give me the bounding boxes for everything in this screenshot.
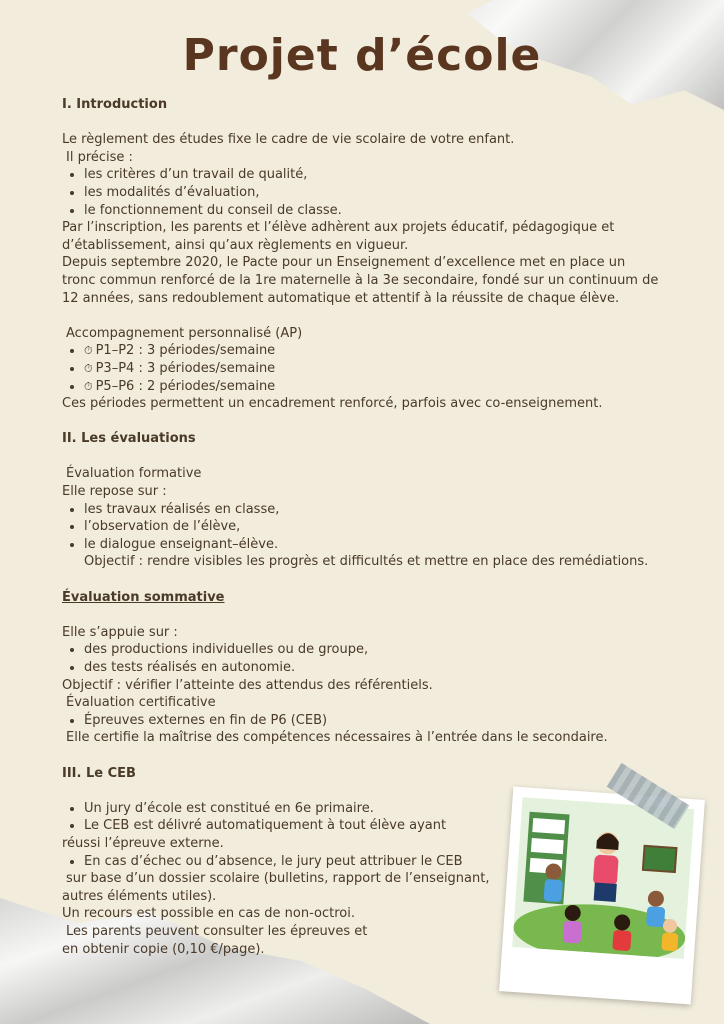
summative-list	[62, 641, 662, 676]
ap-heading: Accompagnement personnalisé (AP)	[66, 325, 303, 341]
stopwatch-icon: ⏱	[84, 344, 93, 358]
ceb-parents: en obtenir copie (0,10 €/page).	[62, 941, 265, 957]
certificative-note: Elle certifie la maîtrise des compétences nécessaires à l’entrée dans le secondaire.	[66, 730, 608, 746]
ceb-text-line: sur base d’un dossier scolaire (bulletins, rapport de l’enseignant,	[66, 871, 490, 887]
intro-precise: Il précise :	[66, 149, 133, 165]
ceb-parents: Les parents peuvent consulter les épreuves et	[66, 923, 368, 939]
ceb-recours: Un recours est possible en cas de non-octroi.	[62, 906, 355, 922]
certificative-heading: Évaluation certificative	[66, 695, 216, 711]
ap-list	[62, 342, 662, 395]
stopwatch-icon: ⏱	[84, 361, 93, 375]
list-item: • les modalités d’évaluation,	[84, 184, 662, 202]
page-title: Projet d’école	[182, 30, 542, 81]
list-item: • le dialogue enseignant–élève.	[84, 536, 662, 554]
list-item: • ⏱ P3–P4 : 3 périodes/semaine	[84, 360, 662, 378]
formative-intro: Elle repose sur :	[62, 484, 167, 500]
list-item: • des productions individuelles ou de groupe,	[84, 641, 662, 659]
list-item: • ⏱ P1–P2 : 3 périodes/semaine	[84, 342, 662, 360]
ceb-text-line: autres éléments utiles).	[62, 888, 217, 904]
ap-note: Ces périodes permettent un encadrement renforcé, parfois avec co-enseignement.	[62, 396, 603, 412]
section-heading-ceb: III. Le CEB	[62, 765, 136, 781]
list-item: • Un jury d’école est constitué en 6e primaire.	[84, 800, 662, 818]
list-item: • ⏱ P5–P6 : 2 périodes/semaine	[84, 378, 662, 396]
formative-objective: Objectif : rendre visibles les progrès et difficultés et mettre en place des remédiations.	[84, 554, 649, 570]
intro-paragraph: Par l’inscription, les parents et l’élève adhèrent aux projets éducatif, pédagogique et d’établissement, ainsi qu’aux règlements en vigueur.	[62, 220, 615, 253]
list-item: • des tests réalisés en autonomie.	[84, 659, 662, 677]
list-item: • les critères d’un travail de qualité,	[84, 166, 662, 184]
list-item: • l’observation de l’élève,	[84, 518, 662, 536]
intro-paragraph: Le règlement des études fixe le cadre de vie scolaire de votre enfant.	[62, 132, 515, 148]
summative-objective: Objectif : vérifier l’atteinte des attendus des référentiels.	[62, 677, 433, 693]
section-heading-evaluations: II. Les évaluations	[62, 431, 196, 447]
list-item: • Le CEB est délivré automatiquement à tout élève ayant	[84, 817, 662, 835]
list-item: • En cas d’échec ou d’absence, le jury peut attribuer le CEB	[84, 853, 662, 871]
list-item: • Épreuves externes en fin de P6 (CEB)	[84, 712, 662, 730]
intro-list	[62, 166, 662, 219]
formative-heading: Évaluation formative	[66, 466, 202, 482]
summative-heading: Évaluation sommative	[62, 589, 225, 605]
formative-list	[62, 501, 662, 554]
stopwatch-icon: ⏱	[84, 379, 93, 393]
intro-paragraph: Depuis septembre 2020, le Pacte pour un Enseignement d’excellence met en place un tronc commun renforcé de la 1re maternelle à la 3e secondaire, fondé sur un continuum de 12 années, sans redoublement automatique et attentif à la réussite de chaque élève.	[62, 255, 659, 306]
certificative-list	[62, 712, 662, 730]
section-heading-introduction: I. Introduction	[62, 97, 168, 112]
list-item: • les travaux réalisés en classe,	[84, 501, 662, 519]
list-item: • le fonctionnement du conseil de classe.	[84, 202, 662, 220]
summative-intro: Elle s’appuie sur :	[62, 624, 178, 640]
ceb-text-line: réussi l’épreuve externe.	[62, 835, 224, 851]
